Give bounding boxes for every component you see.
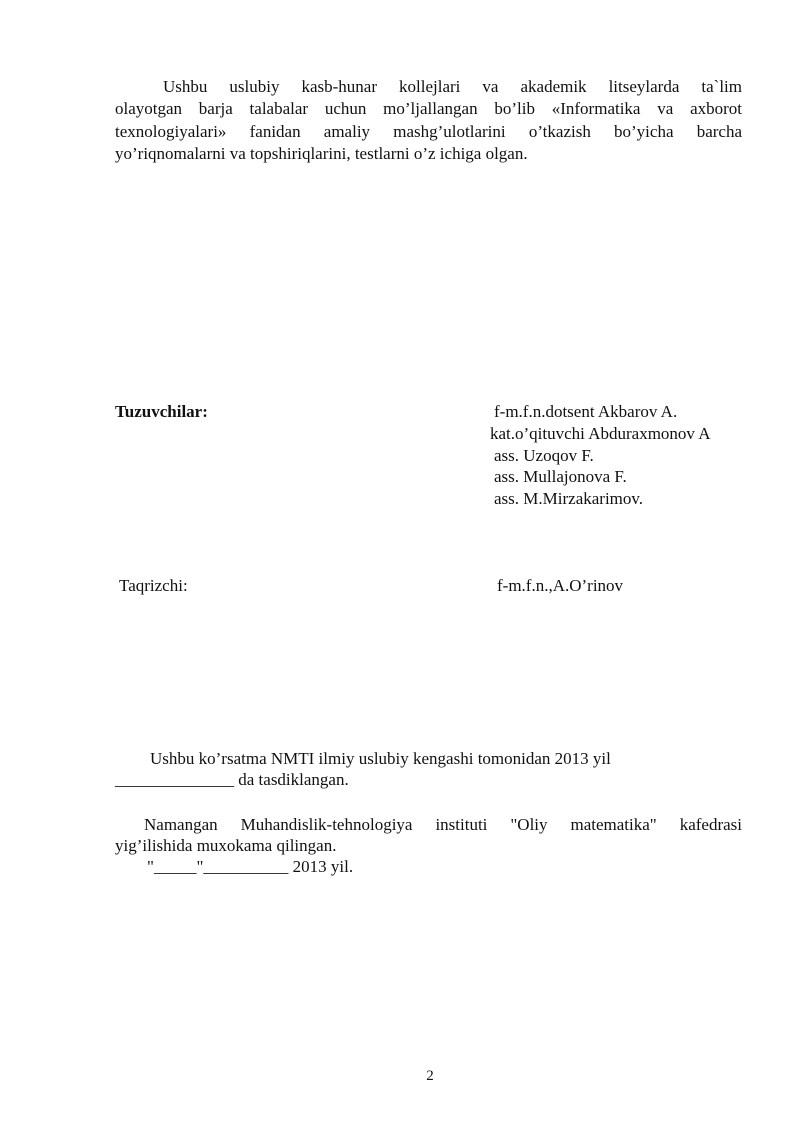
intro-line-2: olayotgan barja talabalar uchun mo’ljallangan bo’lib «Informatika va axborot xyxy=(115,99,742,118)
intro-line-1: Ushbu uslubiy kasb-hunar kollejlari va akademik litseylarda ta`lim xyxy=(163,77,742,96)
intro-line-3: texnologiyalari» fanidan amaliy mashg’ulotlarini o’tkazish bo’yicha barcha xyxy=(115,122,742,141)
author-name-4: ass. Mullajonova F. xyxy=(494,467,627,486)
author-name-3: ass. Uzoqov F. xyxy=(494,446,594,465)
author-name-5: ass. M.Mirzakarimov. xyxy=(494,489,644,508)
author-name-2: kat.o’qituvchi Abduraxmonov A xyxy=(490,424,711,443)
reviewer-name: f-m.f.n.,A.O’rinov xyxy=(497,576,624,595)
approval-line-2: ______________ da tasdiklangan. xyxy=(115,770,349,789)
discussion-line-3: "_____"__________ 2013 yil. xyxy=(147,857,354,876)
authors-label: Tuzuvchilar: xyxy=(115,402,208,421)
approval-line-1: Ushbu ko’rsatma NMTI ilmiy uslubiy kengashi tomonidan 2013 yil xyxy=(150,749,611,768)
discussion-line-1: Namangan Muhandislik-tehnologiya instituti "Oliy matematika" kafedrasi xyxy=(144,815,742,834)
intro-line-4: yo’riqnomalarni va topshiriqlarini, testlarni o’z ichiga olgan. xyxy=(115,144,528,163)
page-number: 2 xyxy=(426,1068,434,1084)
discussion-line-2: yig’ilishida muxokama qilingan. xyxy=(115,836,337,855)
author-name-1: f-m.f.n.dotsent Akbarov A. xyxy=(494,402,678,421)
reviewer-label: Taqrizchi: xyxy=(119,576,188,595)
